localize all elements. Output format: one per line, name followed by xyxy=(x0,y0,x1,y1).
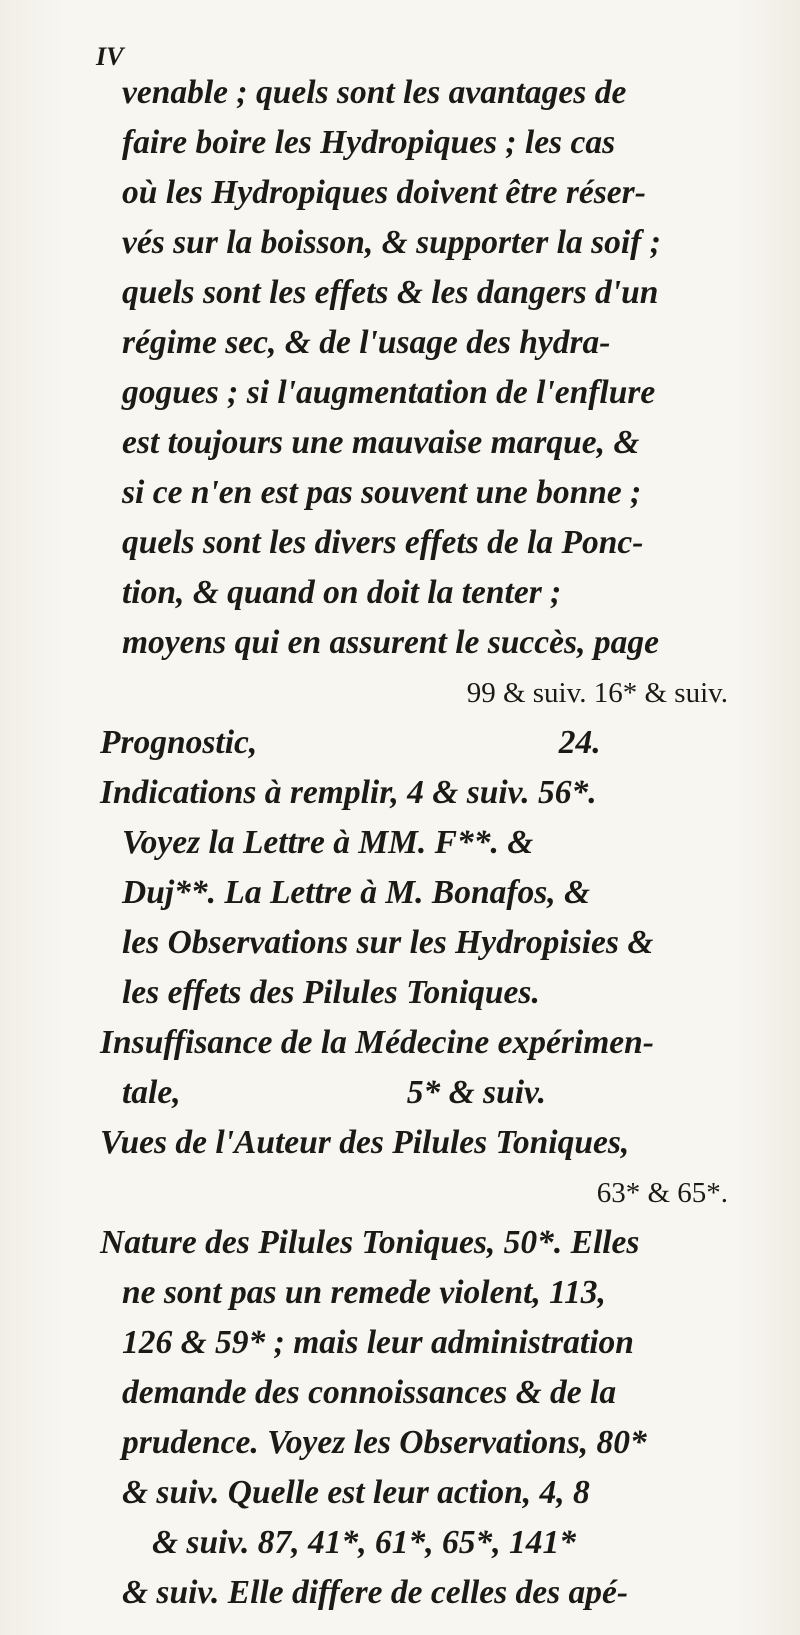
text-line: 126 & 59* ; mais leur administration xyxy=(122,1324,634,1361)
text-line: 99 & suiv. 16* & suiv. xyxy=(466,677,728,709)
text-line: quels sont les divers effets de la Ponc- xyxy=(122,524,644,561)
text-line: demande des connoissances & de la xyxy=(122,1374,617,1411)
text-line: moyens qui en assurent le succès, page xyxy=(122,624,659,661)
text-line: où les Hydropiques doivent être réser- xyxy=(122,174,646,211)
text-line: faire boire les Hydropiques ; les cas xyxy=(122,124,616,161)
text-line: Voyez la Lettre à MM. F**. & xyxy=(122,824,534,861)
text-line: Duj**. La Lettre à M. Bonafos, & xyxy=(122,874,591,911)
text-line: vés sur la boisson, & supporter la soif ; xyxy=(122,224,661,261)
text-line: est toujours une mauvaise marque, & xyxy=(122,424,640,461)
text-line: prudence. Voyez les Observations, 80* xyxy=(122,1424,647,1461)
page-text xyxy=(100,68,750,1618)
text-line: Prognostic, 24. xyxy=(100,724,601,761)
text-line: gogues ; si l'augmentation de l'enflure xyxy=(122,374,656,411)
text-line: Insuffisance de la Médecine expérimen- xyxy=(100,1024,654,1061)
text-line: venable ; quels sont les avantages de xyxy=(122,74,627,111)
text-line: les effets des Pilules Toniques. xyxy=(122,974,540,1011)
text-line: les Observations sur les Hydropisies & xyxy=(122,924,654,961)
text-line: régime sec, & de l'usage des hydra- xyxy=(122,324,611,361)
text-line: & suiv. Quelle est leur action, 4, 8 xyxy=(122,1474,590,1511)
text-line: quels sont les effets & les dangers d'un xyxy=(122,274,659,311)
page-folio: IV xyxy=(96,42,124,71)
text-line: & suiv. 87, 41*, 61*, 65*, 141* xyxy=(152,1524,577,1561)
text-line: ne sont pas un remede violent, 113, xyxy=(122,1274,606,1311)
text-line: Indications à remplir, 4 & suiv. 56*. xyxy=(100,774,597,811)
text-line: & suiv. Elle differe de celles des apé- xyxy=(122,1574,629,1611)
text-line: Vues de l'Auteur des Pilules Toniques, xyxy=(100,1124,630,1161)
text-line: tion, & quand on doit la tenter ; xyxy=(122,574,562,611)
text-line: 63* & 65*. xyxy=(596,1177,728,1209)
text-line: tale, 5* & suiv. xyxy=(122,1074,547,1111)
text-line: si ce n'en est pas souvent une bonne ; xyxy=(122,474,642,511)
text-line: Nature des Pilules Toniques, 50*. Elles xyxy=(100,1224,640,1261)
